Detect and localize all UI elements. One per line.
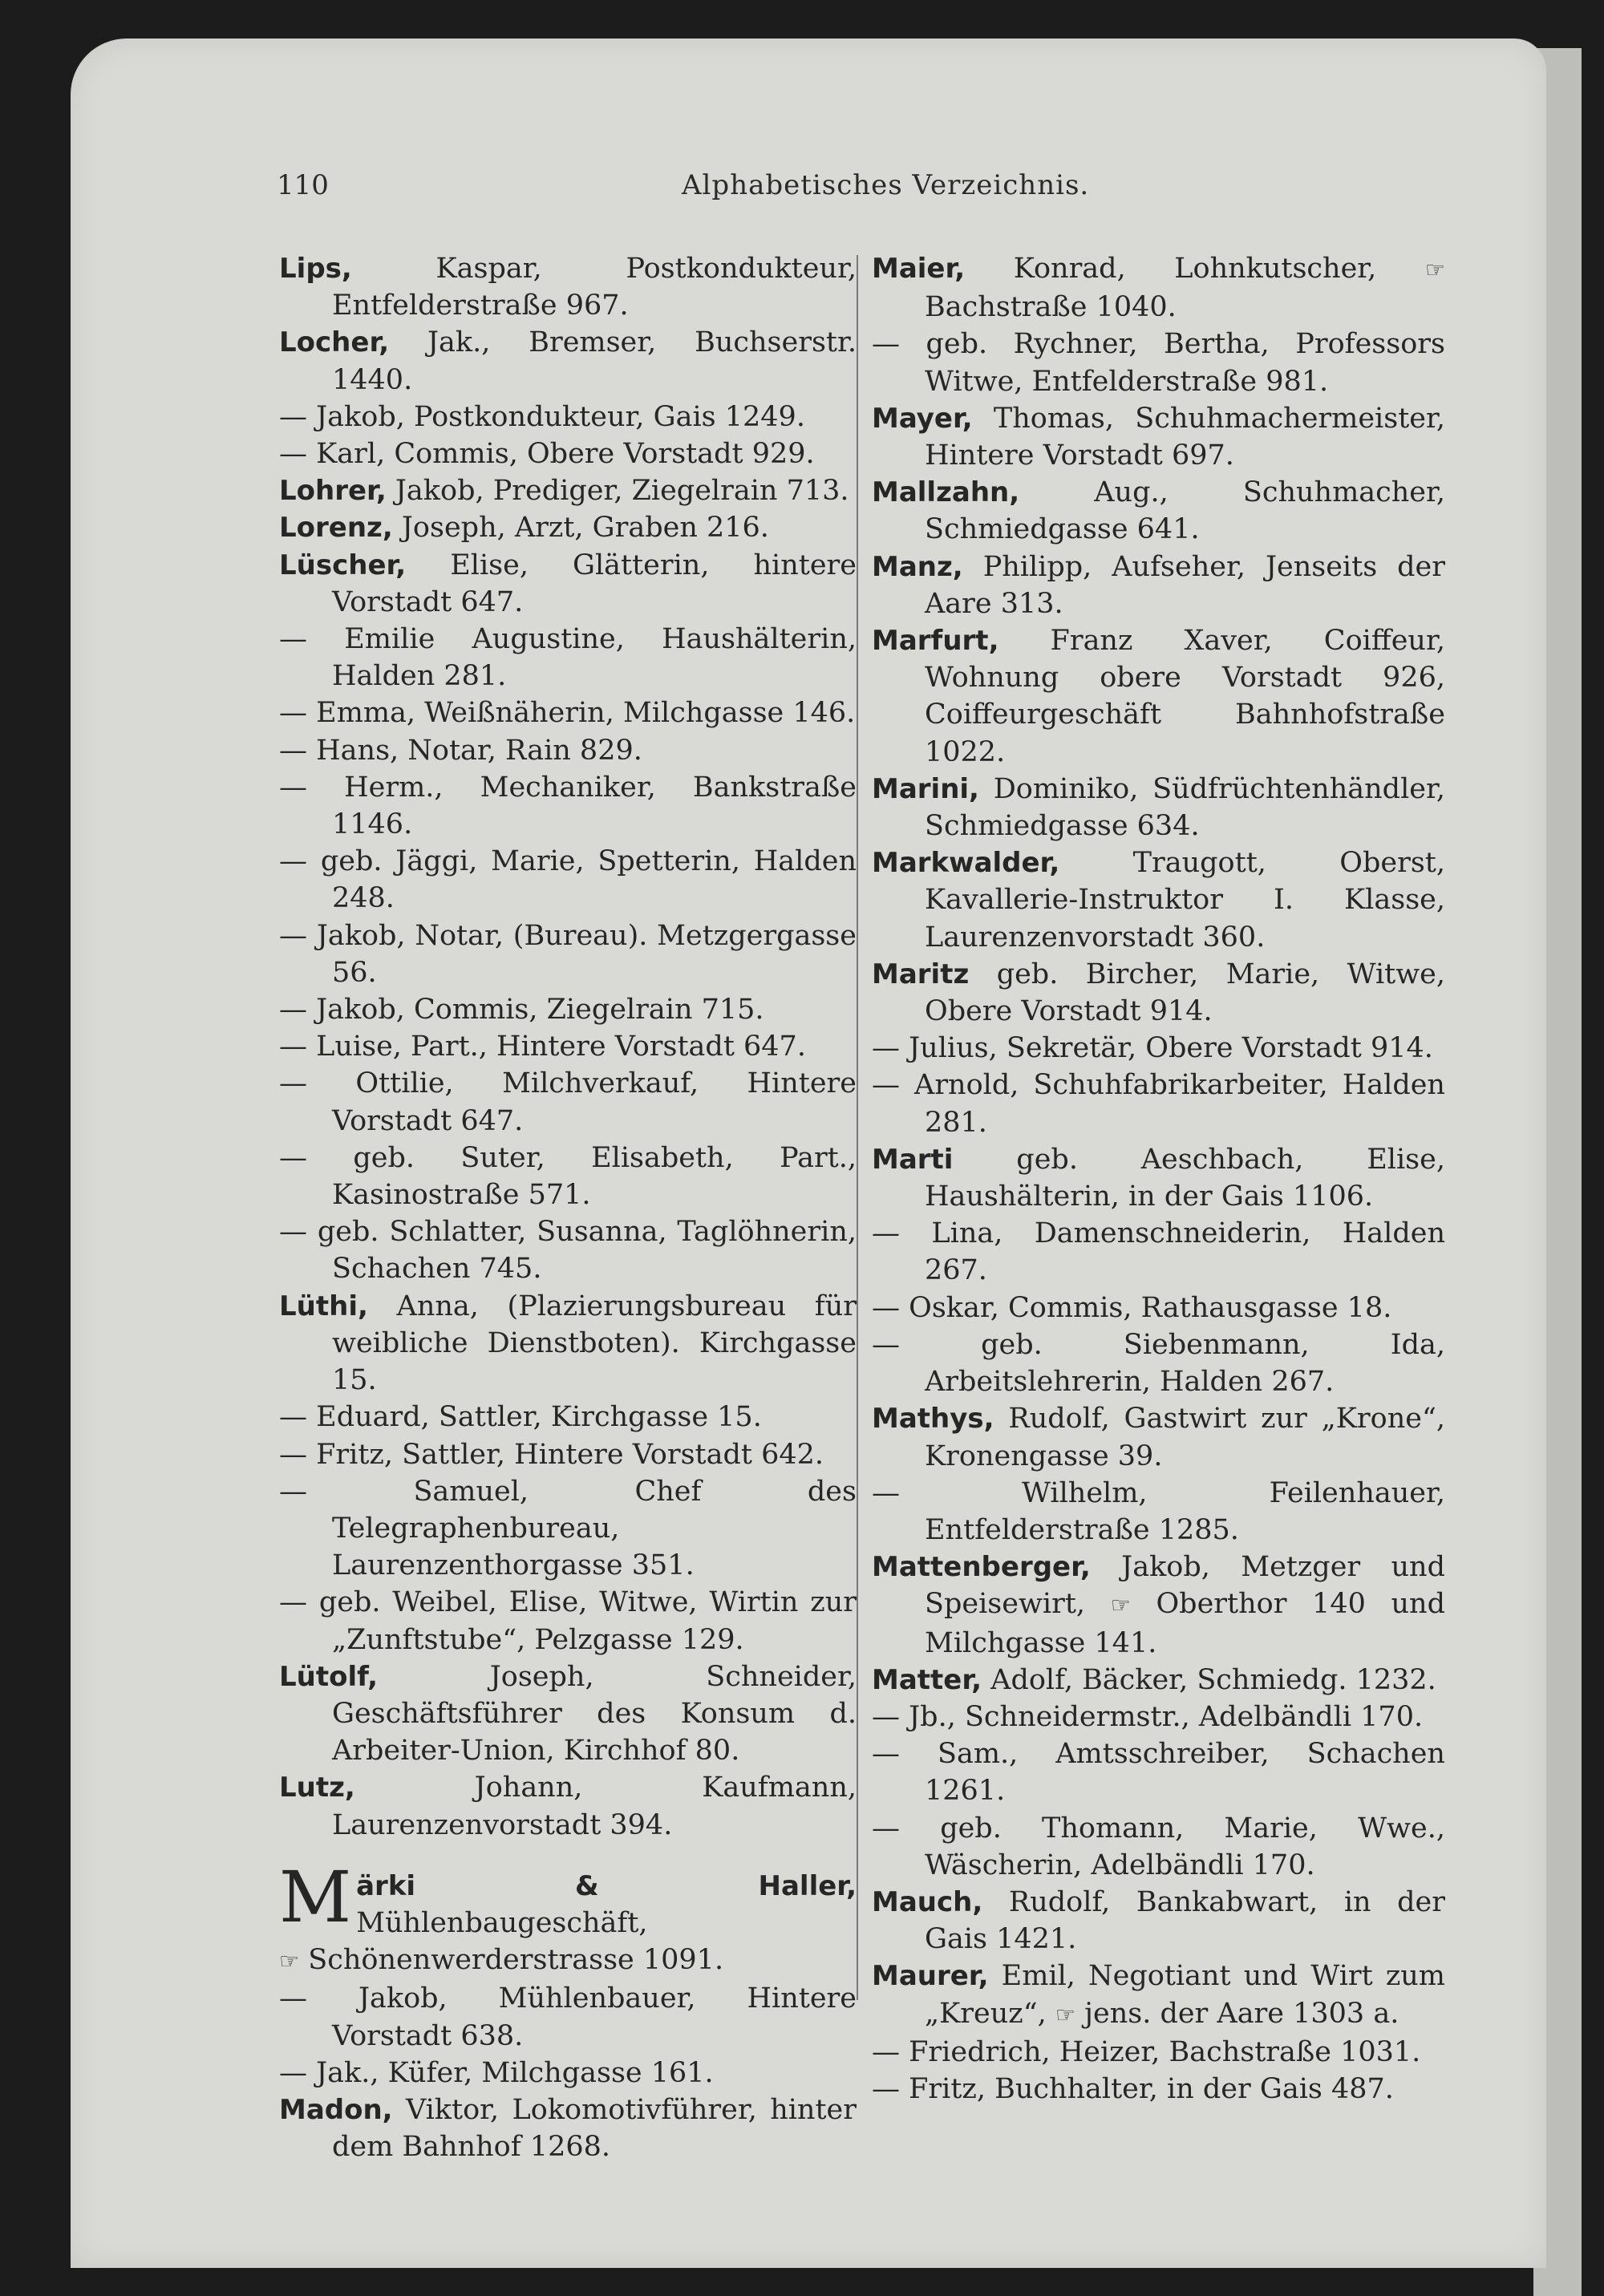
- entry-text: Joseph, Arzt, Graben 216.: [401, 512, 769, 545]
- directory-subentry: [279, 694, 857, 731]
- directory-subentry: [872, 326, 1445, 399]
- entry-name: Mattenberger,: [872, 1551, 1091, 1584]
- entry-text: Oberthor 140 und Milchgasse 141.: [925, 1588, 1445, 1659]
- entry-text: geb. Jäggi, Marie, Spetterin, Halden 248.: [320, 845, 857, 915]
- directory-subentry: [279, 1140, 857, 1213]
- entry-name: Maritz: [872, 958, 970, 990]
- directory-subentry: [872, 1699, 1445, 1735]
- entry-text: Jakob, Mühlenbauer, Hintere Vorstadt 638.: [332, 1982, 857, 2052]
- directory-entry: [872, 1884, 1445, 1958]
- entry-name: Maurer,: [872, 1960, 989, 1993]
- directory-subentry: [279, 1399, 857, 1436]
- directory-subentry: [279, 917, 857, 991]
- directory-subentry: [279, 843, 857, 917]
- entry-text: Lina, Damenschneiderin, Halden 267.: [925, 1217, 1445, 1287]
- directory-entry: [279, 324, 857, 398]
- entry-name: Mathys,: [872, 1403, 994, 1436]
- entry-name: Mauch,: [872, 1885, 983, 1918]
- directory-entry: [872, 956, 1445, 1030]
- entry-text: Samuel, Chef des Telegraphenbureau, Laurenzenthorgasse 351.: [332, 1475, 857, 1582]
- entry-text: Herm., Mechaniker, Bankstraße 1146.: [332, 771, 857, 841]
- directory-subentry: [872, 1810, 1445, 1884]
- entry-text: Emil, Negotiant und Wirt zum „Kreuz“,: [925, 1960, 1445, 2030]
- directory-subentry: [872, 1030, 1445, 1067]
- directory-subentry: [279, 2055, 857, 2092]
- entry-text: Jakob, Commis, Ziegelrain 715.: [316, 994, 764, 1027]
- directory-entry: [872, 250, 1445, 326]
- entry-text: Thomas, Schuhmachermeister, Hintere Vorstadt 697.: [925, 402, 1445, 472]
- section-initial: M: [279, 1855, 352, 1938]
- left-entry-list: [279, 250, 857, 1844]
- entry-text: geb. Rychner, Bertha, Professors Witwe, Entfelderstraße 981.: [925, 328, 1445, 398]
- entry-text: Anna, (Plazierungsbureau für weibliche Dienstboten). Kirchgasse 15.: [332, 1290, 857, 1397]
- entry-text: Mühlenbaugeschäft,: [356, 1906, 648, 1939]
- entry-text: Philipp, Aufseher, Jenseits der Aare 313.: [925, 550, 1445, 620]
- directory-subentry: [279, 1213, 857, 1287]
- directory-subentry: [279, 769, 857, 843]
- directory-entry: [872, 474, 1445, 548]
- entry-text: Elise, Glätterin, hintere Vorstadt 647.: [332, 549, 857, 618]
- directory-subentry: [279, 1065, 857, 1139]
- entry-name: Mallzahn,: [872, 476, 1020, 509]
- entry-name: Marini,: [872, 772, 979, 805]
- directory-subentry: [872, 1735, 1445, 1809]
- directory-entry: [279, 1769, 857, 1843]
- entry-text: Franz Xaver, Coiffeur, Wohnung obere Vorstadt 926, Coiffeurgeschäft Bahnhofstraße 1022.: [925, 625, 1445, 768]
- entry-name: Maier,: [872, 253, 966, 285]
- directory-entry: [872, 1662, 1445, 1699]
- entry-text: Johann, Kaufmann, Laurenzenvorstadt 394.: [332, 1772, 857, 1841]
- directory-entry: [872, 1549, 1445, 1662]
- hand-pointer-icon: ☞: [1424, 257, 1445, 283]
- entry-name: Lorenz,: [279, 512, 393, 545]
- entry-text: Friedrich, Heizer, Bachstraße 1031.: [909, 2035, 1421, 2068]
- entry-text: Arnold, Schuhfabrikarbeiter, Halden 281.: [914, 1069, 1445, 1139]
- directory-subentry: [279, 435, 857, 472]
- entry-text: Eduard, Sattler, Kirchgasse 15.: [316, 1401, 762, 1434]
- entry-name: Lohrer,: [279, 475, 387, 508]
- entry-name: Lutz,: [279, 1772, 355, 1804]
- directory-entry: [279, 547, 857, 621]
- directory-entry: [872, 844, 1445, 956]
- right-entry-list: [872, 250, 1445, 2108]
- entry-text: geb. Aeschbach, Elise, Haushälterin, in der Gais 1106.: [925, 1143, 1445, 1213]
- directory-entry: [279, 1855, 857, 1981]
- entry-name: Lüscher,: [279, 549, 407, 581]
- entry-text: geb. Schlatter, Susanna, Taglöhnerin, Schachen 745.: [317, 1216, 857, 1286]
- entry-text: Rudolf, Gastwirt zur „Krone“, Kronengasse 39.: [925, 1403, 1445, 1472]
- hand-pointer-icon: ☞: [1110, 1592, 1131, 1619]
- entry-text: Hans, Notar, Rain 829.: [316, 734, 642, 767]
- entry-name: Lüthi,: [279, 1290, 368, 1322]
- entry-name: Locher,: [279, 326, 390, 359]
- entry-text: Traugott, Oberst, Kavallerie-Instruktor I. Klasse, Laurenzenvorstadt 360.: [925, 847, 1445, 954]
- entry-text: Jakob, Prediger, Ziegelrain 713.: [395, 475, 849, 508]
- entry-text: Kaspar, Postkondukteur, Entfelderstraße 967.: [332, 253, 857, 322]
- entry-name: Marti: [872, 1143, 954, 1176]
- directory-subentry: [279, 1584, 857, 1658]
- directory-entry: [872, 1400, 1445, 1474]
- entry-text: Dominiko, Südfrüchtenhändler, Schmiedgasse 634.: [925, 772, 1445, 843]
- entry-text: Jakob, Notar, (Bureau). Metzgergasse 56.: [316, 919, 857, 989]
- hand-pointer-icon: ☞: [279, 1948, 300, 1975]
- directory-entry: [279, 2092, 857, 2165]
- directory-subentry: [872, 1215, 1445, 1289]
- entry-text: Adolf, Bäcker, Schmiedg. 1232.: [990, 1663, 1436, 1696]
- entry-name: Madon,: [279, 2093, 393, 2126]
- directory-entry: [279, 509, 857, 546]
- entry-name: Marfurt,: [872, 625, 999, 658]
- directory-subentry: [872, 1067, 1445, 1140]
- directory-subentry: [279, 1028, 857, 1065]
- entry-text: Luise, Part., Hintere Vorstadt 647.: [316, 1031, 806, 1063]
- entry-text: Fritz, Sattler, Hintere Vorstadt 642.: [316, 1438, 824, 1471]
- entry-text: Jb., Schneidermstr., Adelbändli 170.: [909, 1700, 1424, 1733]
- hand-pointer-icon: ☞: [1055, 2001, 1075, 2028]
- entry-text: Jakob, Metzger und Speisewirt,: [925, 1551, 1445, 1621]
- entry-text: Aug., Schuhmacher, Schmiedgasse 641.: [925, 476, 1445, 546]
- entry-text: Ottilie, Milchverkauf, Hintere Vorstadt 647.: [332, 1067, 857, 1137]
- entry-name: ärki & Haller,: [356, 1869, 857, 1902]
- entry-name: Matter,: [872, 1663, 982, 1696]
- directory-subentry: [872, 1326, 1445, 1400]
- directory-entry: [872, 1141, 1445, 1215]
- entry-text: Karl, Commis, Obere Vorstadt 929.: [316, 438, 815, 471]
- entry-text: geb. Bircher, Marie, Witwe, Obere Vorstadt 914.: [925, 958, 1445, 1028]
- directory-subentry: [279, 991, 857, 1028]
- entry-text: Viktor, Lokomotivführer, hinter dem Bahnhof 1268.: [332, 2093, 857, 2164]
- entry-name: Manz,: [872, 550, 963, 583]
- directory-subentry: [872, 2071, 1445, 2108]
- right-column: [872, 250, 1445, 2108]
- directory-entry: [872, 771, 1445, 844]
- entry-text: Fritz, Buchhalter, in der Gais 487.: [909, 2072, 1394, 2105]
- entry-text: geb. Suter, Elisabeth, Part., Kasinostraße 571.: [332, 1141, 857, 1212]
- entry-text: Bachstraße 1040.: [925, 291, 1177, 324]
- directory-subentry: [279, 1436, 857, 1473]
- directory-subentry: [279, 1980, 857, 2054]
- directory-subentry: [279, 732, 857, 769]
- entry-text: Joseph, Schneider, Geschäftsführer des Konsum d. Arbeiter-Union, Kirchhof 80.: [332, 1660, 857, 1768]
- entry-text: Jakob, Postkondukteur, Gais 1249.: [316, 400, 805, 433]
- entry-text: Wilhelm, Feilenhauer, Entfelderstraße 1285.: [925, 1476, 1445, 1546]
- page-number: 110: [277, 169, 329, 201]
- directory-entry: [279, 1658, 857, 1770]
- entry-text: jens. der Aare 1303 a.: [1084, 1997, 1399, 2030]
- entry-name: Lips,: [279, 253, 352, 285]
- entry-text: geb. Thomann, Marie, Wwe., Wäscherin, Adelbändli 170.: [925, 1812, 1445, 1881]
- directory-entry: [872, 622, 1445, 771]
- entry-name: Lütolf,: [279, 1660, 378, 1693]
- entry-text: Konrad, Lohnkutscher,: [1013, 253, 1377, 285]
- directory-entry: [872, 400, 1445, 474]
- entry-text: Jak., Küfer, Milchgasse 161.: [316, 2056, 714, 2089]
- left-column: [279, 250, 857, 2165]
- m-entry-list: [279, 1980, 857, 2165]
- entry-text: geb. Siebenmann, Ida, Arbeitslehrerin, Halden 267.: [925, 1328, 1445, 1399]
- entry-text: Emilie Augustine, Haushälterin, Halden 281.: [332, 623, 857, 693]
- directory-subentry: [872, 2034, 1445, 2071]
- directory-subentry: [279, 1473, 857, 1585]
- directory-subentry: [279, 399, 857, 435]
- running-title: Alphabetisches Verzeichnis.: [682, 169, 1090, 201]
- directory-entry: [872, 549, 1445, 622]
- directory-subentry: [872, 1290, 1445, 1326]
- directory-entry: [279, 472, 857, 509]
- entry-text: Jak., Bremser, Buchserstr. 1440.: [332, 326, 857, 396]
- directory-entry: [872, 1958, 1445, 2033]
- directory-subentry: [872, 1475, 1445, 1549]
- directory-entry: [279, 1288, 857, 1399]
- entry-text: Rudolf, Bankabwart, in der Gais 1421.: [925, 1885, 1445, 1956]
- entry-text: Oskar, Commis, Rathausgasse 18.: [909, 1291, 1392, 1324]
- entry-name: Markwalder,: [872, 847, 1060, 880]
- entry-text: Emma, Weißnäherin, Milchgasse 146.: [316, 697, 856, 730]
- letter-m-section: [279, 1855, 857, 2166]
- directory-entry: [279, 250, 857, 324]
- column-divider: [857, 255, 858, 2000]
- entry-text: Julius, Sekretär, Obere Vorstadt 914.: [909, 1032, 1433, 1065]
- directory-subentry: [279, 621, 857, 694]
- entry-text: Sam., Amtsschreiber, Schachen 1261.: [925, 1738, 1445, 1808]
- entry-text: geb. Weibel, Elise, Witwe, Wirtin zur „Zunftstube“, Pelzgasse 129.: [318, 1586, 857, 1656]
- entry-text: Schönenwerderstrasse 1091.: [308, 1944, 724, 1977]
- entry-name: Mayer,: [872, 402, 973, 435]
